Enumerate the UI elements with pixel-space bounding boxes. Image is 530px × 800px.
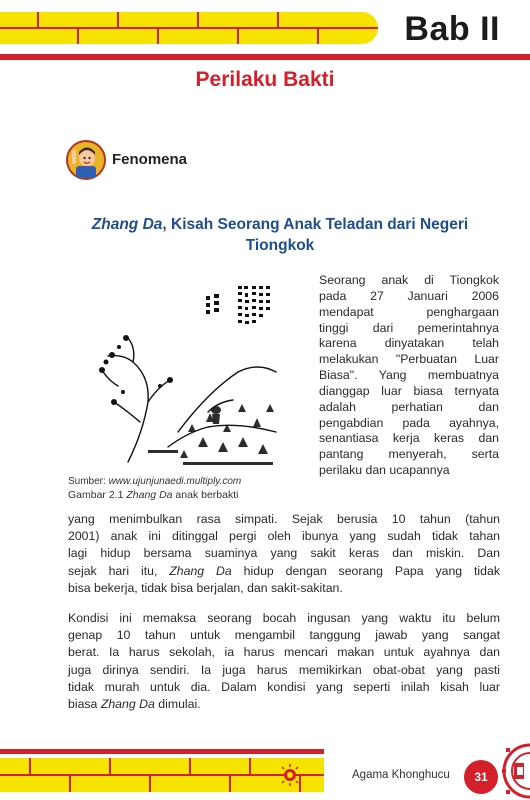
figure-caption-prefix: Gambar 2.1 (68, 489, 124, 501)
paragraph-line: lagi hidup bersama suaminya yang sakit keras dan miskin. Dan (68, 546, 500, 561)
intro-line: Seorang anak di Tiongkok (319, 273, 499, 287)
paragraph-line: Kondisi ini memaksa seorang bocah ingusan yang waktu itu belum (68, 611, 500, 625)
intro-line: tinggi dari pemerintahnya (319, 320, 499, 335)
name-italic: Zhang Da (100, 697, 155, 712)
paragraph-2 (68, 610, 500, 713)
intro-line: Biasa". Yang membuatnya (319, 368, 499, 383)
paragraph-line: genap 10 tahun untuk mengambil tanggung jawab yang sangat (68, 628, 500, 643)
figure-caption-name: Zhang Da (126, 489, 173, 501)
story-title (60, 214, 500, 256)
paragraph-line: berat. Ia harus sekolah, ia harus mencari makan untuk ayahnya dan (68, 645, 500, 660)
ornament-icon (500, 742, 530, 800)
intro-line: pantang menyerah, serta (319, 447, 499, 462)
story-title-name: Zhang Da (91, 216, 163, 233)
intro-line: perilaku dan ucapannya (319, 463, 450, 478)
header-divider (0, 54, 530, 60)
footer-brick-bar (0, 758, 324, 792)
figure-source (68, 476, 241, 487)
intro-line: pada 27 Januari 2006 (319, 288, 499, 303)
paragraph-line: juga dirinya sendiri. Ia juga harus memikirkan obat-obat yang pasti (68, 662, 500, 677)
figure-caption-suffix: anak berbakti (175, 489, 239, 501)
section-label: Fenomena (112, 151, 188, 168)
intro-line: melakukan "Perbuatan Luar (319, 352, 499, 367)
paragraph-line (68, 563, 500, 580)
intro-line: karena dinyatakan telah (319, 336, 499, 351)
intro-line: pengabdian pada ayahnya, (319, 415, 499, 430)
intro-line: dianggap luar biasa ternyata (319, 383, 499, 398)
text-run: biasa (68, 697, 98, 712)
zhang-da-illustration (88, 282, 278, 468)
intro-column (319, 273, 499, 479)
paragraph-line: 2001) anak ini ditinggal pergi oleh ibunya yang sudah tidak tahan (68, 529, 500, 544)
figure-caption (68, 489, 238, 501)
text-run: hidup dengan seorang Papa yang tidak (243, 563, 500, 578)
intro-line: adalah perhatian dan (319, 399, 499, 414)
text-run: sejak hari itu, (68, 563, 158, 578)
paragraph-line: bisa bekerja, tidak bisa berjalan, dan sakit-sakitan. (68, 580, 343, 595)
header-brick-bar (0, 12, 378, 44)
paragraph-line: yang menimbulkan rasa simpati. Sejak berusia 10 tahun (tahun (68, 512, 500, 526)
page-title: Perilaku Bakti (195, 68, 335, 91)
student-icon (66, 140, 106, 180)
name-italic: Zhang Da (169, 563, 232, 578)
text-run: dimulai. (158, 697, 201, 712)
paragraph-line: tidak murah untuk dia. Dalam kondisi yang seperti inilah kisah luar (68, 679, 500, 694)
footer-divider (0, 749, 324, 754)
figure-source-url: www.ujunjunaedi.multiply.com (108, 476, 242, 487)
story-title-rest: , Kisah Seorang Anak Teladan dari Negeri Tiongkok (162, 216, 469, 254)
paragraph-1 (68, 511, 500, 597)
chapter-label: Bab II (404, 10, 500, 48)
intro-line: mendapat penghargaan (319, 304, 499, 319)
intro-line: senantiasa kerja keras dan (319, 431, 499, 446)
paragraph-line (68, 696, 500, 713)
figure-source-label: Sumber: (68, 476, 106, 487)
footer-book-title: Agama Khonghucu (352, 769, 450, 781)
page-number: 31 (464, 760, 498, 794)
